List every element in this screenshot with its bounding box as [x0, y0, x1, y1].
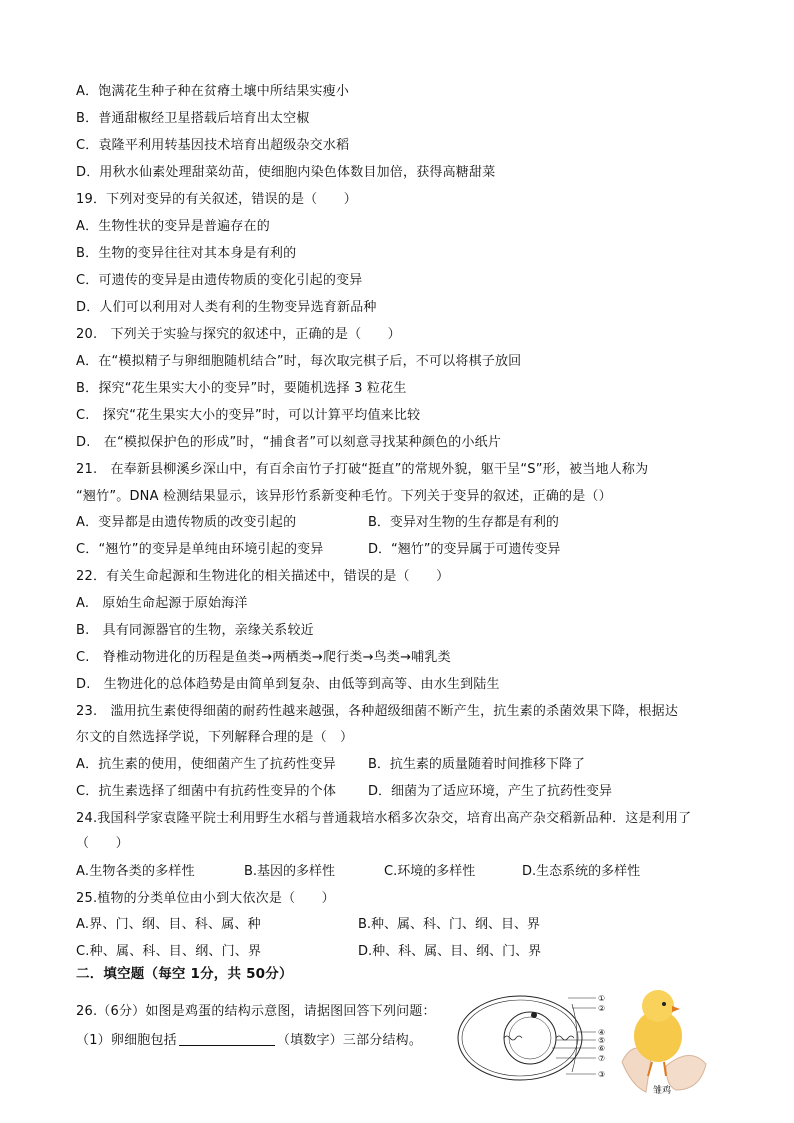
answer-blank[interactable]: [179, 1033, 275, 1046]
q26-sub1-suffix: （填数字）三部分结构。: [276, 1033, 423, 1048]
q21-option-d: D．“翘竹”的变异属于可遗传变异: [368, 542, 561, 557]
q22-option-d: D. 生物进化的总体趋势是由简单到复杂、由低等到高等、由水生到陆生: [76, 677, 500, 692]
label-2: ②: [598, 1004, 606, 1013]
eggshell-outline: [458, 996, 582, 1080]
q21-option-c: C．“翘竹”的变异是单纯由环境引起的变异: [76, 542, 324, 557]
q22-stem: 22．有关生命起源和生物进化的相关描述中，错误的是（ ）: [76, 569, 450, 584]
q23-option-c: C．抗生素选择了细菌中有抗药性变异的个体: [76, 784, 337, 799]
q23-stem-line1: 23. 滥用抗生素使得细菌的耐药性越来越强，各种超级细菌不断产生，抗生素的杀菌效果下降，根据达: [76, 704, 679, 719]
chick-head: [642, 990, 674, 1022]
q20-option-c: C. 探究“花生果实大小的变异”时，可以计算平均值来比较: [76, 408, 421, 423]
chalaza-left: [504, 1036, 522, 1040]
q18-option-c: C．袁隆平利用转基因技术培育出超级杂交水稻: [76, 138, 350, 153]
q22-option-a: A. 原始生命起源于原始海洋: [76, 596, 248, 611]
q19-option-d: D．人们可以利用对人类有利的生物变异选育新品种: [76, 300, 377, 315]
chick-illustration: [614, 984, 710, 1096]
germinal-disc: [531, 1012, 537, 1018]
chick-caption: 雏鸡: [653, 1086, 672, 1096]
chick-legs: [648, 1062, 666, 1076]
q21-stem-line2: “翘竹”。DNA 检测结果显示，该异形竹系新变种毛竹。下列关于变异的叙述，正确的是（）: [76, 489, 612, 504]
q22-option-c: C. 脊椎动物进化的历程是鱼类→两栖类→爬行类→鸟类→哺乳类: [76, 650, 451, 665]
q23-option-a: A．抗生素的使用，使细菌产生了抗药性变异: [76, 757, 336, 772]
chalaza-right: [556, 1036, 574, 1040]
chick-beak: [672, 1006, 680, 1012]
q24-option-b: B.基因的多样性: [244, 864, 336, 879]
q19-option-c: C．可遗传的变异是由遗传物质的变化引起的变异: [76, 273, 363, 288]
q25-option-c: C.种、属、科、目、纲、门、界: [76, 944, 262, 959]
q23-option-b: B．抗生素的质量随着时间推移下降了: [368, 757, 585, 772]
q20-option-a: A．在“模拟精子与卵细胞随机结合”时，每次取完棋子后，不可以将棋子放回: [76, 354, 522, 369]
q18-option-a: A．饱满花生种子种在贫瘠土壤中所结果实瘦小: [76, 84, 350, 99]
chick-eye: [662, 1002, 666, 1006]
q24-stem-line2: （ ）: [76, 836, 129, 851]
label-7: ⑦: [598, 1054, 606, 1063]
eggshell-right-half: [666, 1055, 706, 1090]
yolk-membrane-outline: [509, 1017, 551, 1059]
q20-option-d: D. 在“模拟保护色的形成”时，“捕食者”可以刻意寻找某种颜色的小纸片: [76, 435, 502, 450]
label-3: ③: [598, 1070, 606, 1079]
q19-stem: 19．下列对变异的有关叙述，错误的是（ ）: [76, 192, 357, 207]
q23-option-d: D．细菌为了适应环境，产生了抗药性变异: [368, 784, 613, 799]
section-heading-fill-in: 二．填空题（每空 1分，共 50分）: [76, 966, 293, 982]
q23-stem-line2: 尔文的自然选择学说，下列解释合理的是（ ）: [76, 730, 354, 745]
q24-stem-line1: 24.我国科学家袁隆平院士利用野生水稻与普通栽培水稻多次杂交，培育出高产杂交稻新品种．这是利用了: [76, 811, 692, 826]
label-4: ④: [598, 1028, 606, 1037]
q21-stem-line1: 21. 在奉新县柳溪乡深山中，有百余亩竹子打破“挺直”的常规外貌，躯干呈“S”形，被当地人称为: [76, 462, 649, 477]
air-cell-outline: [572, 1004, 577, 1072]
q22-option-b: B. 具有同源器官的生物，亲缘关系较近: [76, 623, 314, 638]
q18-option-d: D．用秋水仙素处理甜菜幼苗，使细胞内染色体数目加倍，获得高糖甜菜: [76, 165, 496, 180]
q26-stem: 26.（6分）如图是鸡蛋的结构示意图，请据图回答下列问题：: [76, 1004, 436, 1019]
q26-subquestion-1: [76, 1032, 422, 1049]
q21-option-b: B．变异对生物的生存都是有利的: [368, 515, 559, 530]
label-5: ⑤: [598, 1036, 606, 1045]
q26-sub1-prefix: （1）卵细胞包括: [76, 1033, 177, 1048]
q19-option-a: A．生物性状的变异是普遍存在的: [76, 219, 270, 234]
q25-option-a: A.界、门、纲、目、科、属、种: [76, 917, 261, 932]
shell-membrane-outline: [462, 1000, 578, 1076]
q25-option-d: D.种、科、属、目、纲、门、界: [358, 944, 542, 959]
egg-structure-diagram: [456, 988, 616, 1088]
yolk-outline: [504, 1012, 556, 1064]
q25-option-b: B.种、属、科、门、纲、目、界: [358, 917, 541, 932]
q20-stem: 20. 下列关于实验与探究的叙述中，正确的是（ ）: [76, 327, 401, 342]
q24-option-d: D.生态系统的多样性: [522, 864, 641, 879]
q24-option-a: A.生物各类的多样性: [76, 864, 195, 879]
q18-option-b: B．普通甜椒经卫星搭载后培育出太空椒: [76, 111, 310, 126]
q25-stem: 25.植物的分类单位由小到大依次是（ ）: [76, 891, 335, 906]
q24-option-c: C.环境的多样性: [384, 864, 476, 879]
q19-option-b: B．生物的变异往往对其本身是有利的: [76, 246, 297, 261]
label-6: ⑥: [598, 1044, 606, 1053]
q20-option-b: B．探究“花生果实大小的变异”时，要随机选择 3 粒花生: [76, 381, 407, 396]
q21-option-a: A．变异都是由遗传物质的改变引起的: [76, 515, 297, 530]
label-1: ①: [598, 994, 606, 1003]
